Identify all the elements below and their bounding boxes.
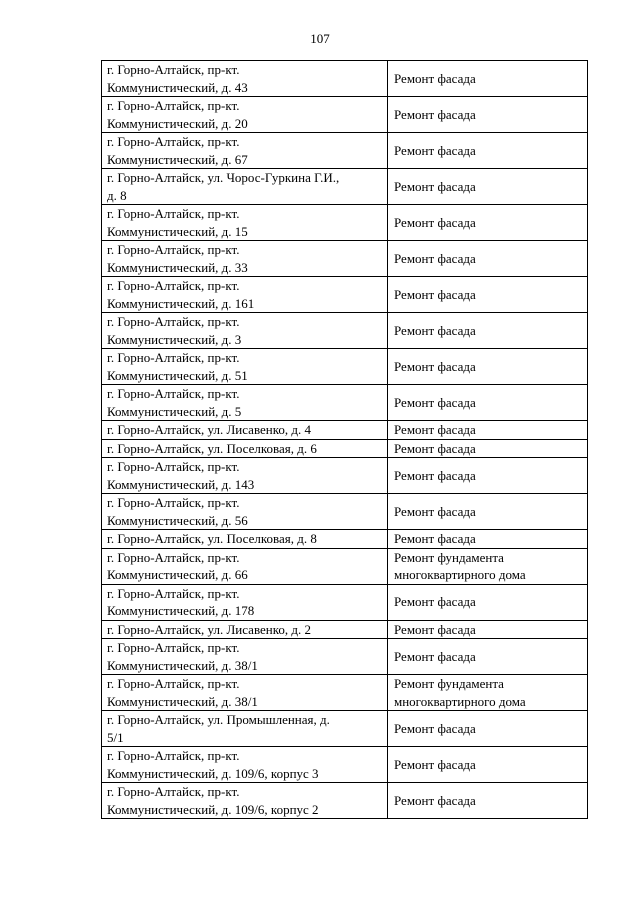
work-type-line: многоквартирного дома (394, 693, 526, 709)
table-row (102, 458, 588, 494)
address-line: Коммунистический, д. 43 (107, 79, 248, 95)
address-line: г. Горно-Алтайск, пр-кт. (107, 549, 240, 565)
work-type-cell (388, 548, 588, 584)
address-line: г. Горно-Алтайск, пр-кт. (107, 495, 240, 510)
work-type-cell (388, 97, 588, 133)
address-line: г. Горно-Алтайск, пр-кт. (107, 640, 240, 655)
address-line: Коммунистический, д. 143 (107, 476, 255, 492)
work-type-line: Ремонт фасада (394, 178, 476, 194)
address-cell (102, 349, 388, 385)
address-line: г. Горно-Алтайск, пр-кт. (107, 278, 240, 293)
work-type-line: Ремонт фасада (394, 358, 476, 374)
work-type-cell (388, 530, 588, 549)
work-type-line: Ремонт фундамента (394, 549, 504, 565)
address-cell (102, 241, 388, 277)
table-row (102, 349, 588, 385)
work-type-line: Ремонт фасада (394, 720, 476, 736)
work-type-cell (388, 241, 588, 277)
work-type-cell (388, 421, 588, 440)
address-line: г. Горно-Алтайск, ул. Чорос-Гуркина Г.И., (107, 170, 340, 185)
address-cell (102, 548, 388, 584)
address-line: Коммунистический, д. 20 (107, 115, 248, 131)
address-line: г. Горно-Алтайск, пр-кт. (107, 784, 240, 799)
work-type-line: Ремонт фасада (394, 142, 476, 158)
work-type-line: Ремонт фасада (394, 286, 476, 302)
work-type-line: Ремонт фасада (394, 792, 476, 808)
address-cell (102, 61, 388, 97)
table-row (102, 97, 588, 133)
address-line: г. Горно-Алтайск, пр-кт. (107, 98, 240, 113)
work-type-line: Ремонт фасада (394, 106, 476, 122)
address-cell (102, 97, 388, 133)
address-cell (102, 133, 388, 169)
address-cell (102, 439, 388, 458)
address-line: г. Горно-Алтайск, пр-кт. (107, 314, 240, 329)
table-row (102, 783, 588, 819)
work-type-line: Ремонт фундамента (394, 676, 504, 691)
address-line: г. Горно-Алтайск, пр-кт. (107, 350, 240, 365)
table-row (102, 385, 588, 421)
address-line: г. Горно-Алтайск, пр-кт. (107, 134, 240, 149)
work-type-line: Ремонт фасада (394, 594, 476, 610)
address-cell (102, 747, 388, 783)
address-cell (102, 277, 388, 313)
work-type-cell (388, 169, 588, 205)
table-row (102, 747, 588, 783)
table-row (102, 639, 588, 675)
address-cell (102, 639, 388, 675)
work-type-cell (388, 205, 588, 241)
table-row (102, 494, 588, 530)
work-type-line: Ремонт фасада (394, 531, 476, 546)
table-row (102, 548, 588, 584)
address-line: Коммунистический, д. 161 (107, 295, 255, 311)
table-row (102, 530, 588, 549)
address-line: Коммунистический, д. 5 (107, 403, 242, 419)
table-row (102, 133, 588, 169)
address-line: г. Горно-Алтайск, пр-кт. (107, 386, 240, 401)
address-cell (102, 675, 388, 711)
address-line: г. Горно-Алтайск, пр-кт. (107, 459, 240, 474)
address-cell (102, 620, 388, 639)
work-type-line: Ремонт фасада (394, 648, 476, 664)
work-type-line: Ремонт фасада (394, 440, 476, 456)
address-cell (102, 458, 388, 494)
address-line: г. Горно-Алтайск, ул. Лисавенко, д. 2 (107, 621, 312, 637)
work-type-line: Ремонт фасада (394, 322, 476, 338)
address-line: 5/1 (107, 729, 124, 745)
table-row (102, 584, 588, 620)
address-cell (102, 783, 388, 819)
work-type-cell (388, 277, 588, 313)
address-line: г. Горно-Алтайск, пр-кт. (107, 676, 240, 691)
address-line: Коммунистический, д. 38/1 (107, 657, 258, 673)
address-line: Коммунистический, д. 56 (107, 512, 248, 528)
work-type-cell (388, 494, 588, 530)
work-type-cell (388, 711, 588, 747)
work-type-line: Ремонт фасада (394, 214, 476, 230)
table-row (102, 439, 588, 458)
work-type-line: Ремонт фасада (394, 422, 476, 437)
address-line: г. Горно-Алтайск, ул. Лисавенко, д. 4 (107, 422, 312, 437)
address-line: Коммунистический, д. 109/6, корпус 2 (107, 801, 319, 817)
address-works-table (101, 60, 588, 819)
address-line: д. 8 (107, 187, 127, 203)
page-number: 107 (310, 31, 330, 46)
address-line: г. Горно-Алтайск, ул. Поселковая, д. 6 (107, 440, 317, 456)
address-line: Коммунистический, д. 38/1 (107, 693, 258, 709)
address-line: г. Горно-Алтайск, ул. Поселковая, д. 8 (107, 531, 317, 546)
table-body (102, 61, 588, 819)
work-type-line: Ремонт фасада (394, 467, 476, 483)
address-line: г. Горно-Алтайск, пр-кт. (107, 748, 240, 763)
address-cell (102, 385, 388, 421)
work-type-cell (388, 439, 588, 458)
work-type-cell (388, 783, 588, 819)
address-line: г. Горно-Алтайск, пр-кт. (107, 206, 240, 221)
address-cell (102, 421, 388, 440)
address-line: Коммунистический, д. 66 (107, 567, 248, 582)
table-row (102, 711, 588, 747)
work-type-line: Ремонт фасада (394, 503, 476, 519)
work-type-cell (388, 133, 588, 169)
table-row (102, 277, 588, 313)
work-type-cell (388, 584, 588, 620)
table-row (102, 421, 588, 440)
address-cell (102, 494, 388, 530)
address-line: Коммунистический, д. 51 (107, 367, 248, 383)
address-cell (102, 313, 388, 349)
work-type-cell (388, 458, 588, 494)
table-row (102, 313, 588, 349)
work-type-line: Ремонт фасада (394, 756, 476, 772)
address-line: г. Горно-Алтайск, пр-кт. (107, 242, 240, 257)
address-cell (102, 711, 388, 747)
work-type-cell (388, 747, 588, 783)
table-row (102, 169, 588, 205)
table-row (102, 675, 588, 711)
work-type-cell (388, 385, 588, 421)
address-line: г. Горно-Алтайск, пр-кт. (107, 62, 240, 77)
address-line: Коммунистический, д. 178 (107, 603, 255, 618)
work-type-cell (388, 313, 588, 349)
address-line: г. Горно-Алтайск, пр-кт. (107, 585, 240, 601)
work-type-line: Ремонт фасада (394, 250, 476, 266)
address-line: Коммунистический, д. 109/6, корпус 3 (107, 765, 319, 781)
work-type-cell (388, 620, 588, 639)
address-line: Коммунистический, д. 33 (107, 259, 248, 275)
work-type-cell (388, 61, 588, 97)
address-cell (102, 530, 388, 549)
address-line: Коммунистический, д. 67 (107, 151, 248, 167)
work-type-cell (388, 639, 588, 675)
address-cell (102, 169, 388, 205)
address-cell (102, 584, 388, 620)
address-cell (102, 205, 388, 241)
work-type-line: многоквартирного дома (394, 567, 526, 582)
address-line: Коммунистический, д. 15 (107, 223, 248, 239)
work-type-line: Ремонт фасада (394, 621, 476, 637)
work-type-line: Ремонт фасада (394, 70, 476, 86)
table-row (102, 620, 588, 639)
work-type-cell (388, 675, 588, 711)
address-line: Коммунистический, д. 3 (107, 331, 242, 347)
table-row (102, 205, 588, 241)
table-row (102, 241, 588, 277)
work-type-line: Ремонт фасада (394, 394, 476, 410)
table-row (102, 61, 588, 97)
address-line: г. Горно-Алтайск, ул. Промышленная, д. (107, 712, 330, 727)
work-type-cell (388, 349, 588, 385)
